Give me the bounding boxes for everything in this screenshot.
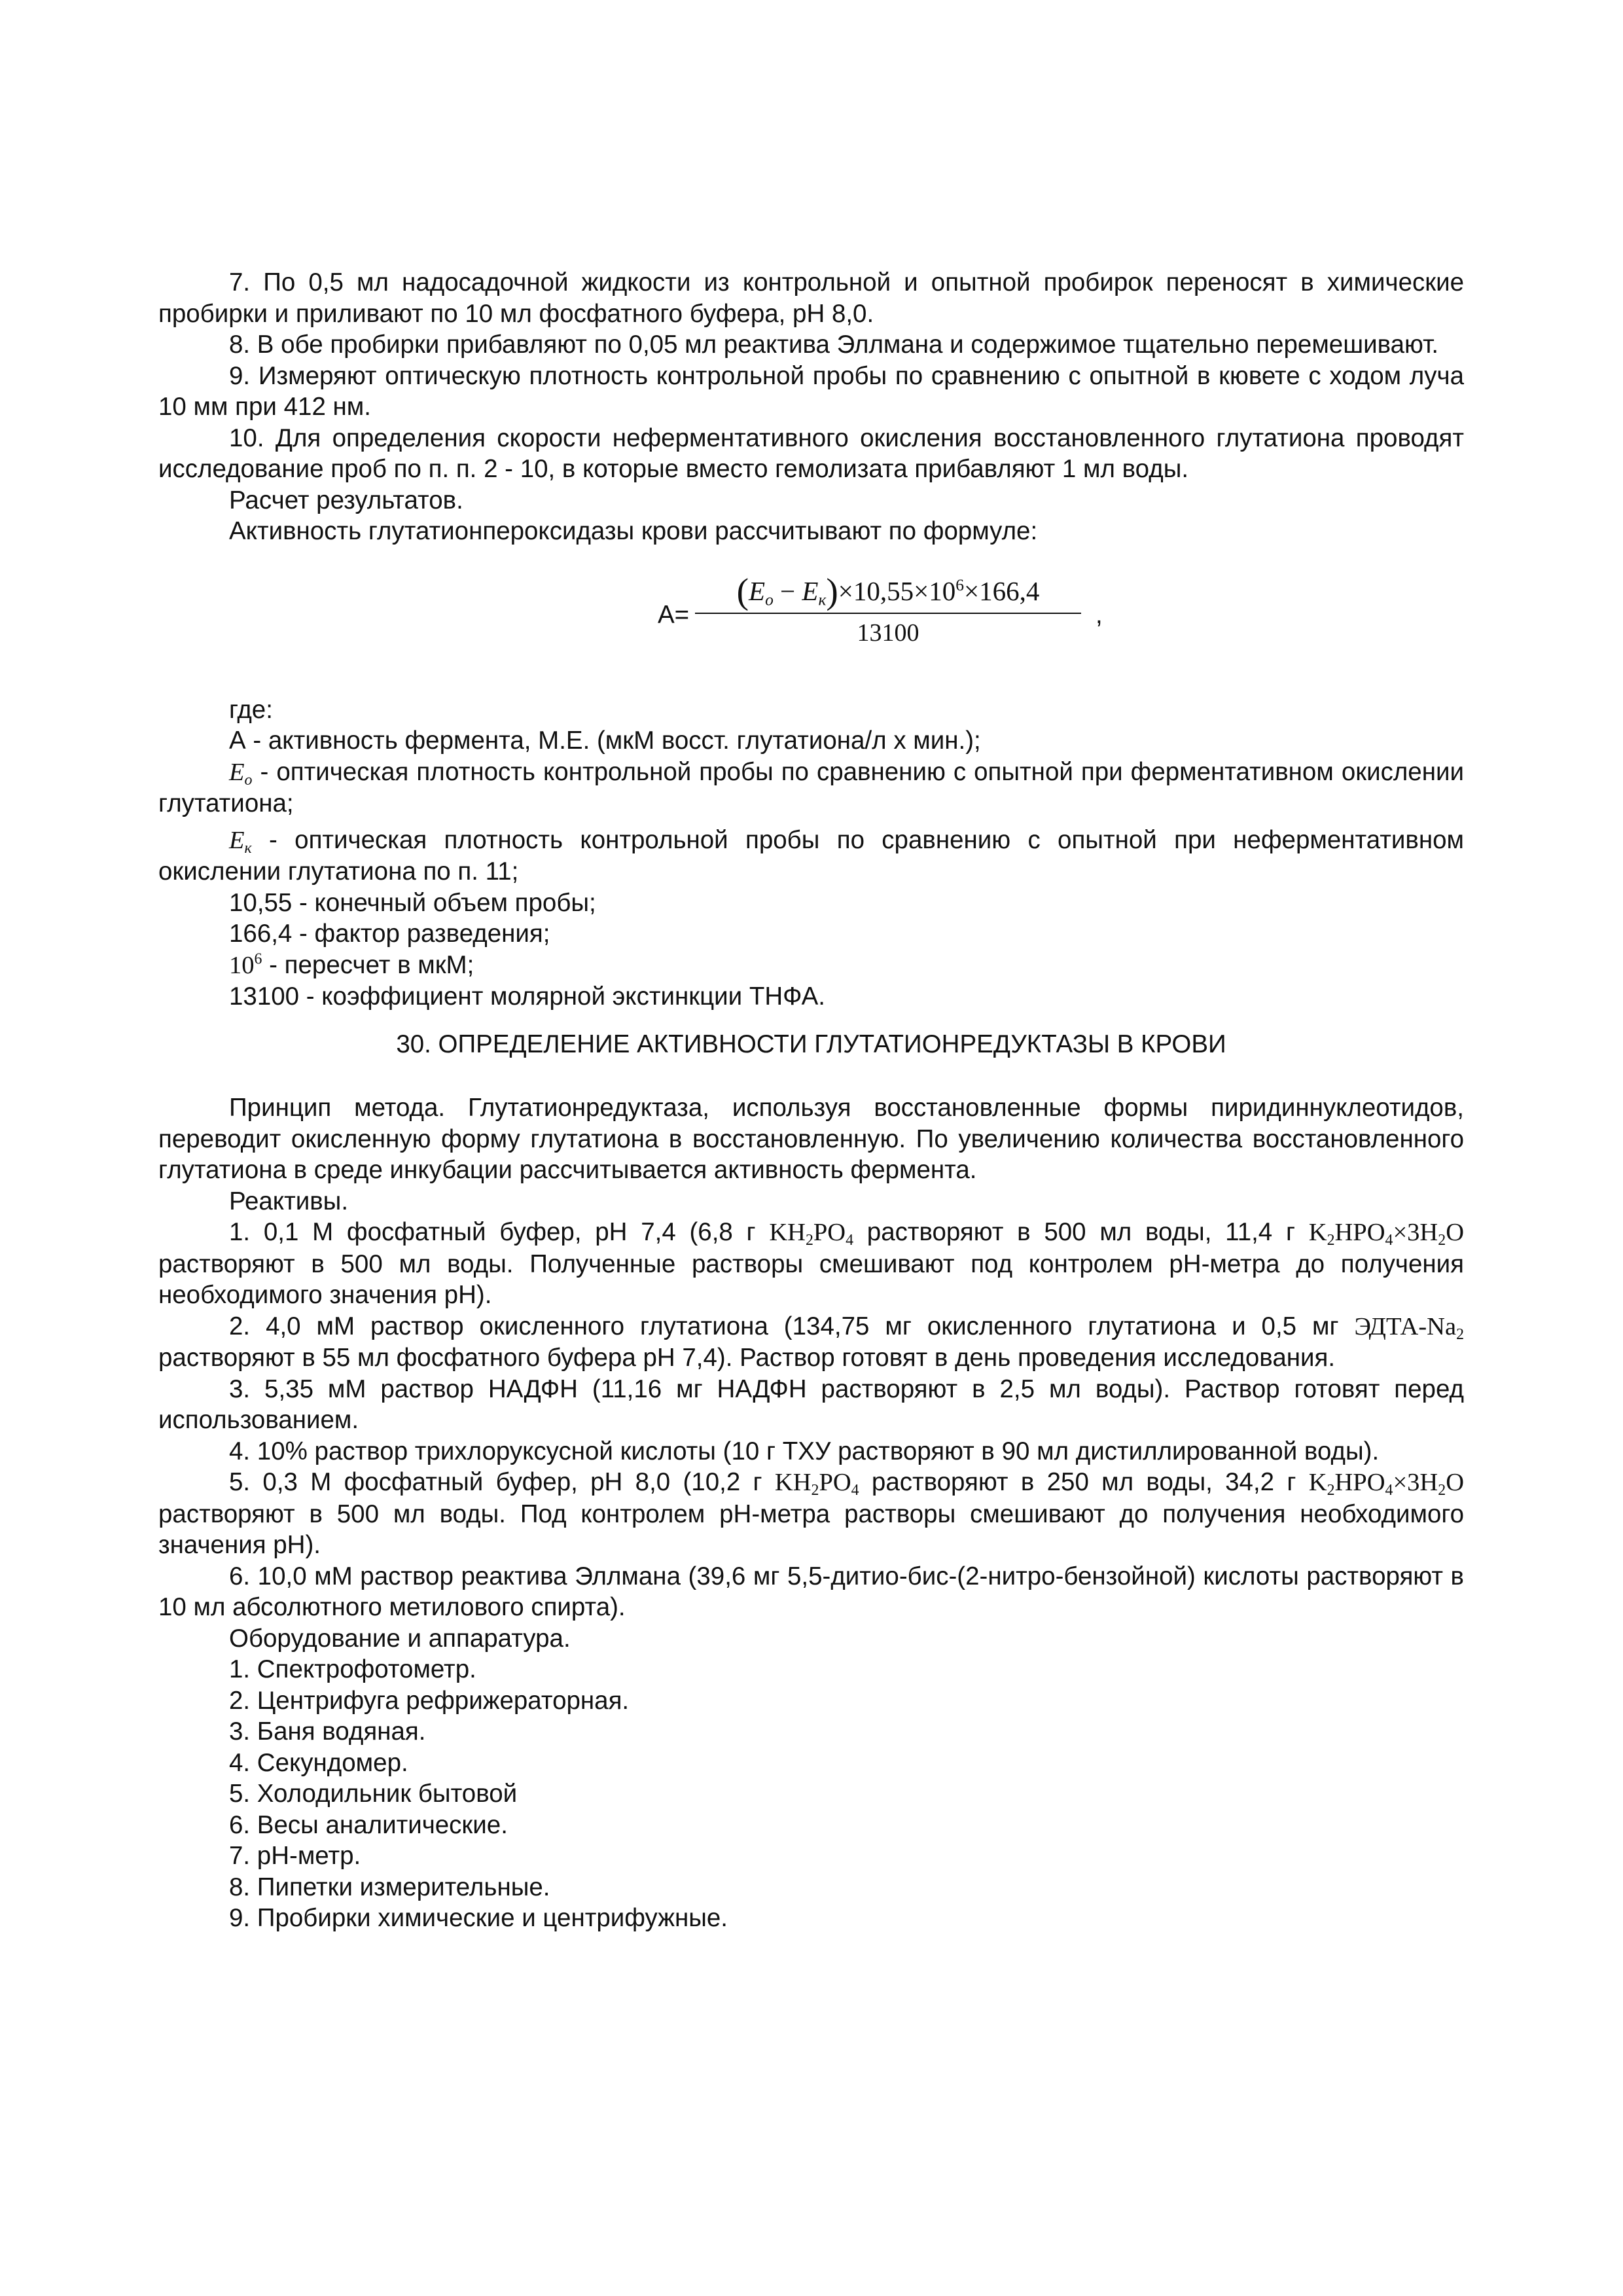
equipment-item: 5. Холодильник бытовой xyxy=(229,1780,518,1808)
calc-title: Расчет результатов. xyxy=(229,486,463,514)
kh2po4-formula: $KH_2PO_4$ xyxy=(774,1469,859,1499)
equipment-title: Оборудование и аппаратура. xyxy=(229,1624,571,1653)
step-9: 9. Измеряют оптическую плотность контрольной пробы по сравнению с опытной в кювете с ходом луча 10 мм при 412 нм. xyxy=(158,361,1464,421)
ten-power-symbol: $10^6$ xyxy=(229,950,262,979)
kh2po4-formula: $KH_2PO_4$ xyxy=(769,1219,854,1249)
equipment-item: 7. рН-метр. xyxy=(229,1842,361,1870)
equipment-item: 4. Секундомер. xyxy=(229,1748,408,1777)
k2hpo4-formula: $K_2HPO_4\times 3H_2O$ xyxy=(1308,1469,1464,1499)
eo-symbol: $E_о$ xyxy=(229,758,253,789)
activity-formula xyxy=(158,547,1464,678)
def-activity: А - активность фермента, М.Е. (мкМ восст. глутатиона/л х мин.); xyxy=(229,726,981,755)
formula-numerator: $(E_о - E_к)\times 10,55\times 10^6\times 166,4$ xyxy=(736,570,1040,611)
equipment-item: 1. Спектрофотометр. xyxy=(229,1655,476,1683)
reagent-1: 1. 0,1 М фосфатный буфер, рН 7,4 (6,8 г $KH_2PO_4$ растворяют в 500 мл воды, 11,4 г $K_2HPO_4\times 3H_2O$ растворяют в 500 мл воды. Полученные растворы смешивают под контролем рН-метра до получения необходимого значения рН). xyxy=(158,1218,1464,1309)
reagents-title: Реактивы. xyxy=(229,1187,349,1215)
k2hpo4-formula: $K_2HPO_4\times 3H_2O$ xyxy=(1308,1219,1464,1249)
reagent-5: 5. 0,3 М фосфатный буфер, рН 8,0 (10,2 г $KH_2PO_4$ растворяют в 250 мл воды, 34,2 г $K_2HPO_4\times 3H_2O$ растворяют в 500 мл воды. Под контролем рН-метра растворы смешивают до получения необходимого значения рН). xyxy=(158,1468,1464,1559)
equipment-item: 8. Пипетки измерительные. xyxy=(229,1873,550,1901)
fraction-bar xyxy=(695,613,1081,614)
page-content xyxy=(158,267,1464,1934)
principle-paragraph: Принцип метода. Глутатионредуктаза, используя восстановленные формы пиридиннуклеотидов, переводит окисленную форму глутатиона в восстановленную. По увеличению количества восстановленного глутатиона в среде инкубации рассчитывается активность фермента. xyxy=(158,1094,1464,1184)
step-8: 8. В обе пробирки прибавляют по 0,05 мл реактива Эллмана и содержимое тщательно перемешивают. xyxy=(229,331,1439,359)
step-10: 10. Для определения скорости неферментативного окисления восстановленного глутатиона проводят исследование проб по п. п. 2 - 10, в которые вместо гемолизата прибавляют 1 мл воды. xyxy=(158,423,1464,483)
equipment-item: 2. Центрифуга рефрижераторная. xyxy=(229,1686,630,1715)
formula-denominator: 13100 xyxy=(857,619,919,647)
edta-formula: ЭДТА-$Na_2$ xyxy=(1354,1312,1464,1343)
ek-symbol: $E_к$ xyxy=(229,826,252,857)
where-label: где: xyxy=(229,695,273,724)
step-7: 7. По 0,5 мл надосадочной жидкости из контрольной и опытной пробирок переносят в химические пробирки и приливают по 10 мл фосфатного буфера, рН 8,0. xyxy=(158,268,1464,328)
equipment-item: 9. Пробирки химические и центрифужные. xyxy=(229,1904,728,1932)
reagent-3: 3. 5,35 мМ раствор НАДФН (11,16 мг НАДФН растворяют в 2,5 мл воды). Раствор готовят перед использованием. xyxy=(158,1374,1464,1434)
formula-comma: , xyxy=(1096,600,1103,629)
def-extinction: 13100 - коэффициент молярной экстинкции ТНФА. xyxy=(229,982,825,1011)
formula-lhs: А= xyxy=(658,600,690,629)
section-heading: 30. ОПРЕДЕЛЕНИЕ АКТИВНОСТИ ГЛУТАТИОНРЕДУКТАЗЫ В КРОВИ xyxy=(396,1030,1226,1058)
def-eo: $E_о$ - оптическая плотность контрольной пробы по сравнению с опытной при ферментативном окислении глутатиона; xyxy=(158,757,1464,817)
def-ek: $E_к$ - оптическая плотность контрольной пробы по сравнению с опытной при неферментативном окислении глутатиона по п. 11; xyxy=(158,825,1464,886)
equipment-item: 3. Баня водяная. xyxy=(229,1717,426,1746)
equipment-item: 6. Весы аналитические. xyxy=(229,1810,508,1839)
reagent-4: 4. 10% раствор трихлоруксусной кислоты (10 г ТХУ растворяют в 90 мл дистиллированной воды). xyxy=(229,1437,1380,1465)
reagent-2: 2. 4,0 мМ раствор окисленного глутатиона (134,75 мг окисленного глутатиона и 0,5 мг ЭДТА-$Na_2$ растворяют в 55 мл фосфатного буфера рН 7,4). Раствор готовят в день проведения исследования. xyxy=(158,1312,1464,1372)
calc-intro: Активность глутатионпероксидазы крови рассчитывают по формуле: xyxy=(229,517,1038,545)
def-volume: 10,55 - конечный объем пробы; xyxy=(229,888,596,917)
def-ten-power: $10^6$ - пересчет в мкМ; xyxy=(229,950,474,979)
def-dilution: 166,4 - фактор разведения; xyxy=(229,920,550,948)
reagent-6: 6. 10,0 мМ раствор реактива Эллмана (39,6 мг 5,5-дитио-бис-(2-нитро-бензойной) кислоты растворяют в 10 мл абсолютного метилового спирта). xyxy=(158,1562,1464,1621)
